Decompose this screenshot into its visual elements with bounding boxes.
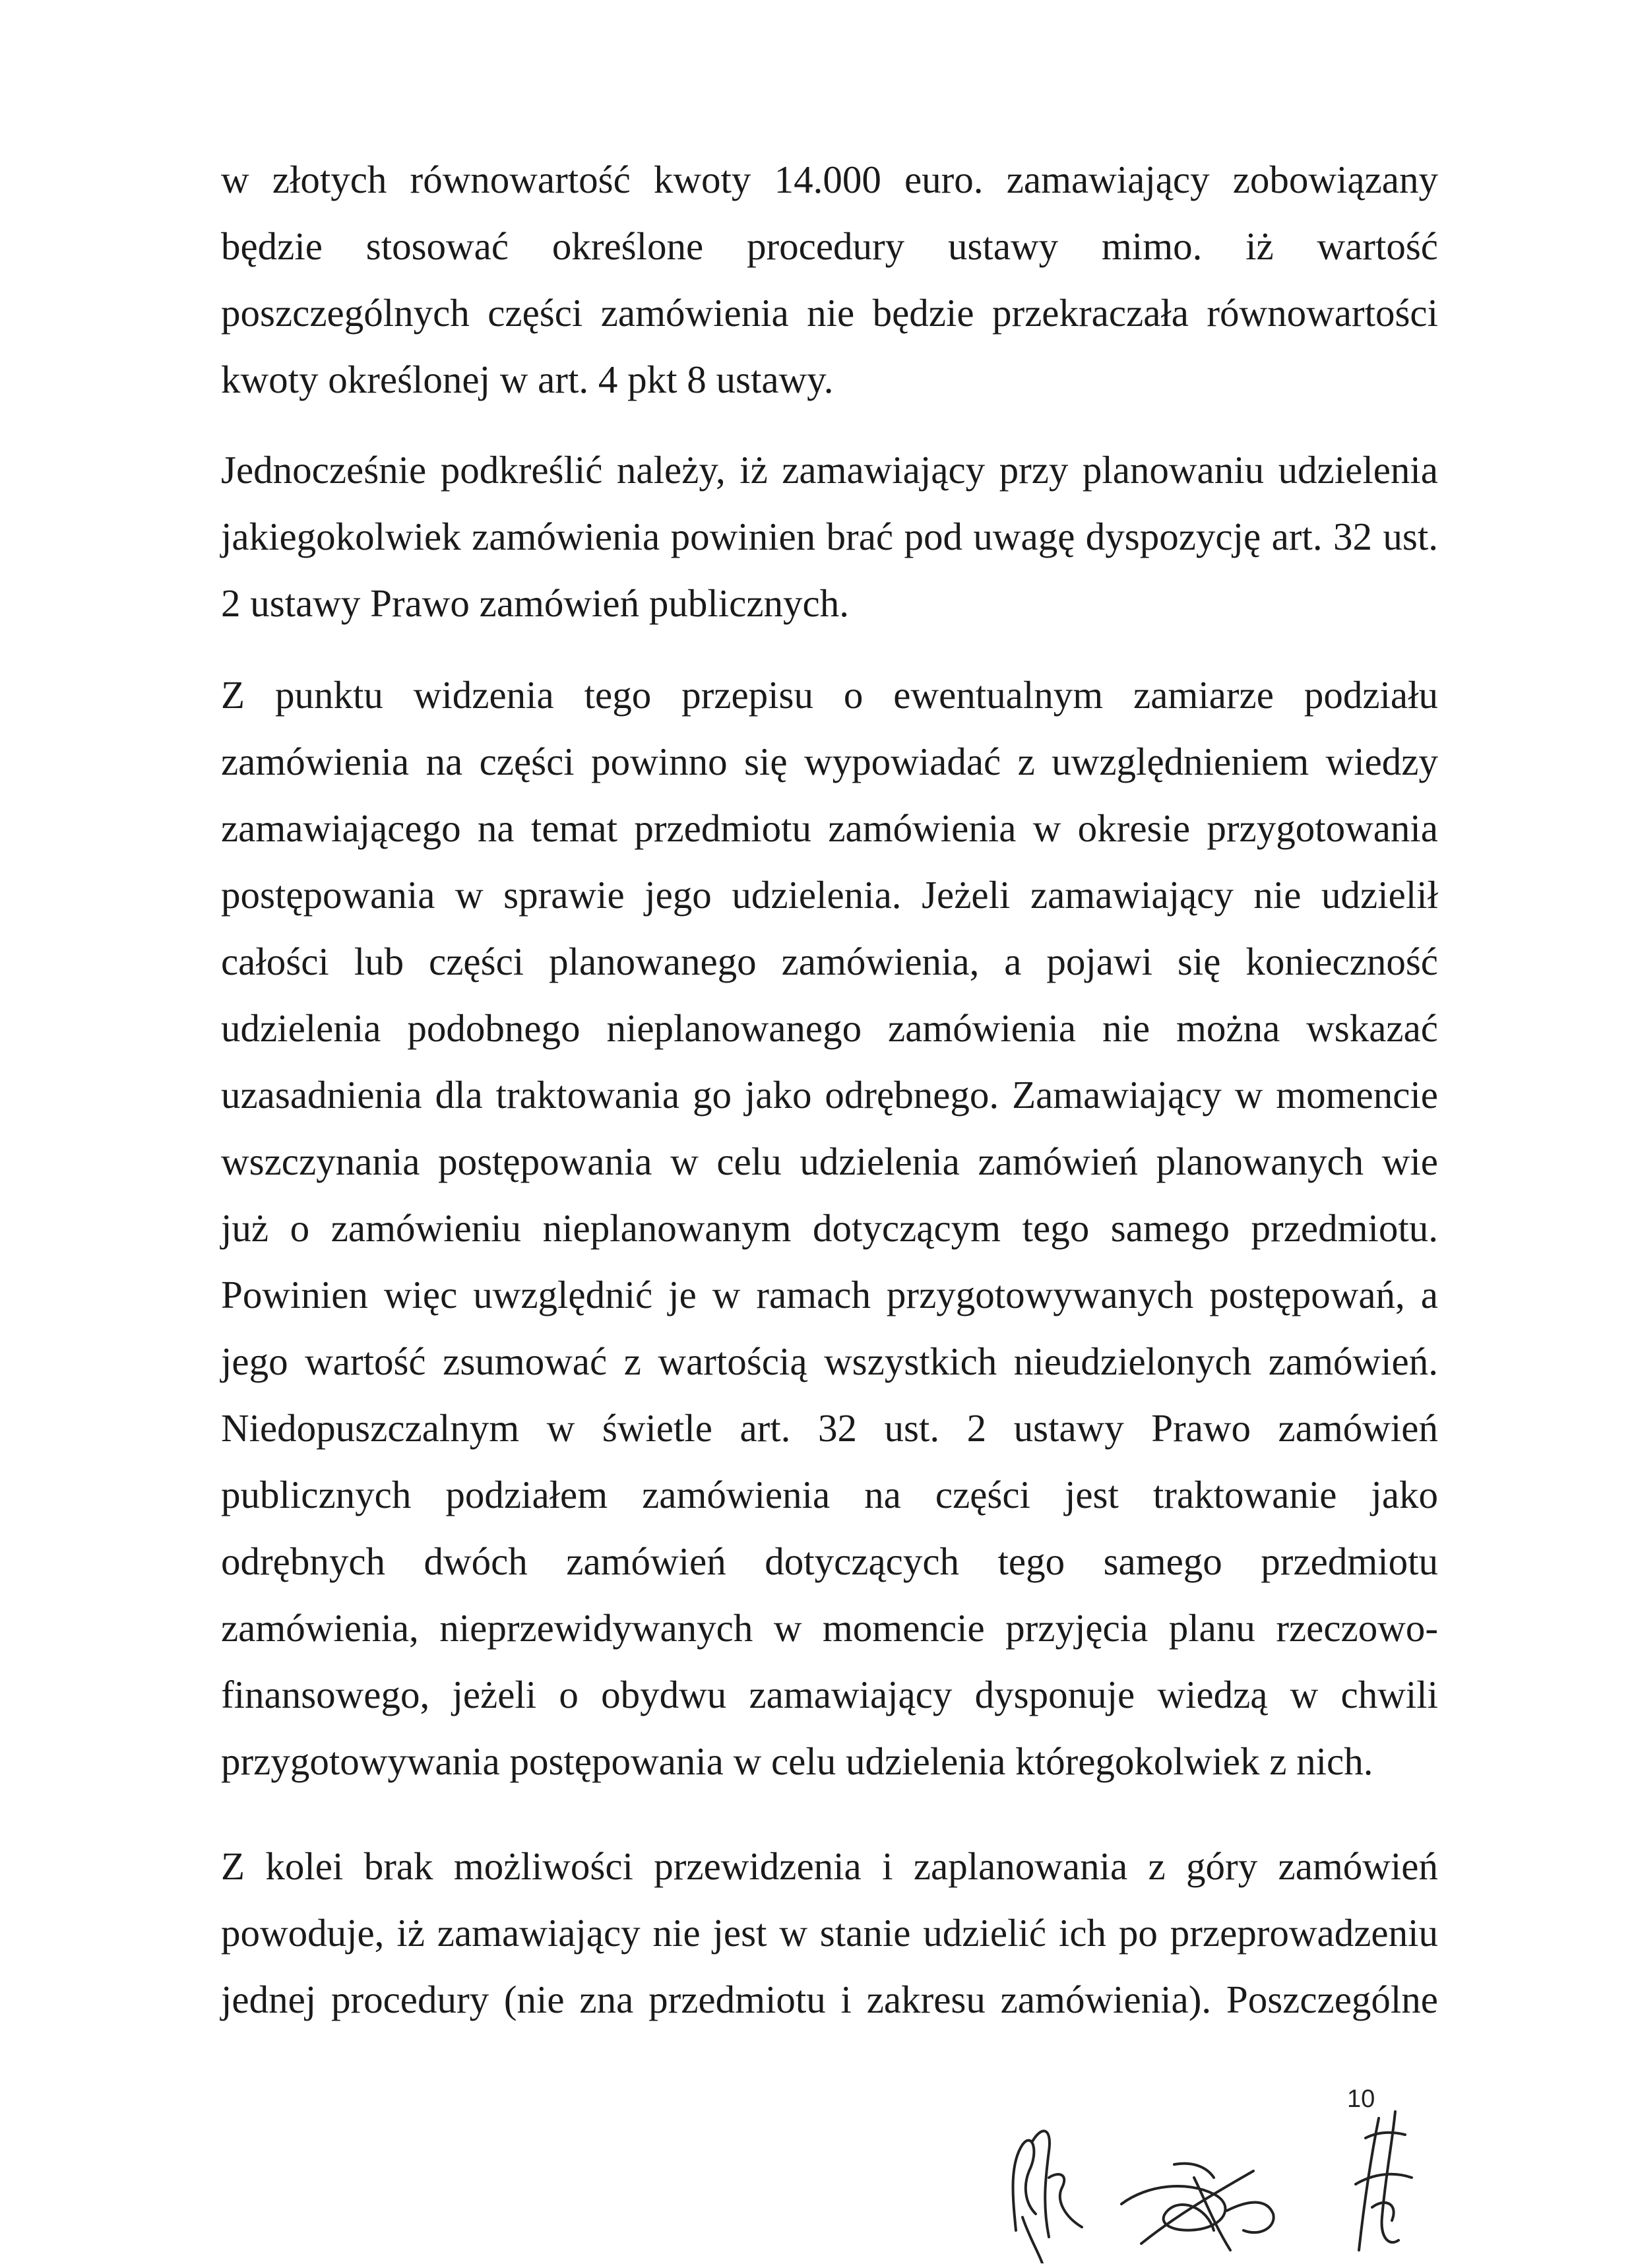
paragraph-line: finansowego, jeżeli o obydwu zamawiający dysponuje wiedzą w chwili — [221, 1673, 1438, 1716]
signature-mark — [1356, 2112, 1412, 2250]
paragraph-line: jego wartość zsumować z wartością wszystkich nieudzielonych zamówień. — [221, 1340, 1438, 1383]
paragraph-3 — [221, 662, 1438, 1795]
paragraph-line: już o zamówieniu nieplanowanym dotyczącym tego samego przedmiotu. — [221, 1206, 1438, 1250]
paragraph-line: Jednocześnie podkreślić należy, iż zamawiający przy planowaniu udzielenia — [221, 448, 1438, 492]
paragraph-line: w złotych równowartość kwoty 14.000 euro. zamawiający zobowiązany — [221, 158, 1438, 201]
paragraph-line: zamawiającego na temat przedmiotu zamówienia w okresie przygotowania — [221, 806, 1438, 850]
paragraph-line: publicznych podziałem zamówienia na części jest traktowanie jako — [221, 1473, 1438, 1516]
paragraph-line: Z punktu widzenia tego przepisu o ewentualnym zamiarze podziału — [221, 673, 1438, 717]
paragraph-line: uzasadnienia dla traktowania go jako odrębnego. Zamawiający w momencie — [221, 1073, 1438, 1117]
paragraph-line: zamówienia, nieprzewidywanych w momencie przyjęcia planu rzeczowo- — [221, 1606, 1438, 1650]
paragraph-line: przygotowywania postępowania w celu udzielenia któregokolwiek z nich. — [221, 1739, 1373, 1783]
paragraph-1 — [221, 146, 1438, 413]
paragraph-line: jakiegokolwiek zamówienia powinien brać pod uwagę dyspozycję art. 32 ust. — [221, 515, 1438, 558]
paragraph-line: całości lub części planowanego zamówienia, a pojawi się konieczność — [221, 940, 1438, 983]
signature-mark — [1013, 2131, 1082, 2263]
paragraph-line: Niedopuszczalnym w świetle art. 32 ust. 2 ustawy Prawo zamówień — [221, 1406, 1438, 1450]
paragraph-line: odrębnych dwóch zamówień dotyczących tego samego przedmiotu — [221, 1539, 1438, 1583]
paragraph-line: będzie stosować określone procedury ustawy mimo. iż wartość — [221, 224, 1438, 268]
paragraph-line: jednej procedury (nie zna przedmiotu i zakresu zamówienia). Poszczególne — [221, 1978, 1438, 2021]
paragraph-line: wszczynania postępowania w celu udzielenia zamówień planowanych wie — [221, 1140, 1438, 1183]
paragraph-2 — [221, 437, 1438, 637]
paragraph-4 — [221, 1833, 1438, 2033]
paragraph-line: Powinien więc uwzględnić je w ramach przygotowywanych postępowań, a — [221, 1273, 1438, 1316]
paragraph-line: poszczególnych części zamówienia nie będzie przekraczała równowartości — [221, 291, 1438, 335]
paragraph-line: 2 ustawy Prawo zamówień publicznych. — [221, 581, 849, 625]
paragraph-line: Z kolei brak możliwości przewidzenia i zaplanowania z góry zamówień — [221, 1844, 1438, 1888]
signatures — [976, 2065, 1504, 2263]
page-number: 10 — [1347, 2085, 1375, 2113]
paragraph-line: kwoty określonej w art. 4 pkt 8 ustawy. — [221, 358, 834, 401]
signature-mark — [1121, 2164, 1274, 2250]
paragraph-line: udzielenia podobnego nieplanowanego zamówienia nie można wskazać — [221, 1006, 1438, 1050]
paragraph-line: postępowania w sprawie jego udzielenia. Jeżeli zamawiający nie udzielił — [221, 873, 1438, 917]
paragraph-line: powoduje, iż zamawiający nie jest w stanie udzielić ich po przeprowadzeniu — [221, 1911, 1438, 1955]
paragraph-line: zamówienia na części powinno się wypowiadać z uwzględnieniem wiedzy — [221, 740, 1438, 783]
